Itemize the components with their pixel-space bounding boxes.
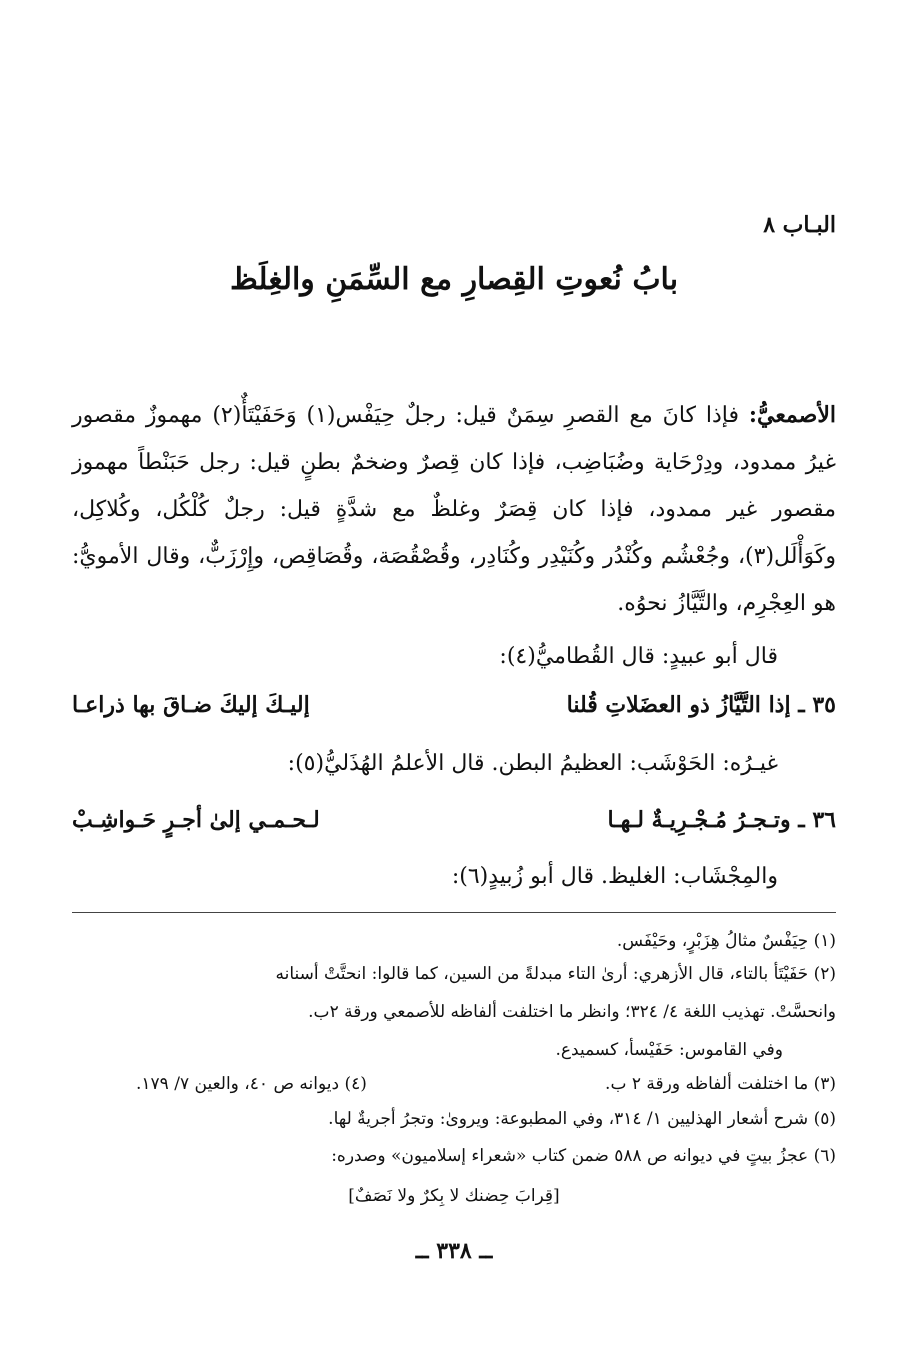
page-number: ــ ٣٣٨ ــ	[415, 1238, 493, 1264]
quote-intro-zubaid: والمِجْشَاب: الغليظ. قال أبو زُبيدٍ(٦):	[451, 864, 778, 889]
section-title: بابُ نُعوتِ القِصارِ مع السِّمَنِ والغِلَظ	[229, 262, 679, 297]
speaker-name: الأصمعيُّ:	[748, 402, 836, 428]
footnote-2-line-1: (٢) حَفَيْتَأ بالتاء، قال الأزهري: أرىٰ التاء مبدلةً من السين، كما قالوا: انحتَّتْ أسنانه	[275, 964, 836, 984]
verse-35-first-hemistich: ٣٥ ـ إذا التَّيَّازُ ذو العضَلاتِ قُلنا	[566, 692, 836, 718]
verse-36-first-hemistich: ٣٦ ـ وتـجـرُ مُـجْـرِيـةٌ لـهـا	[607, 807, 836, 833]
quote-intro-hudhali: غيـرُه: الحَوْشَب: العظيمُ البطن. قال الأعلمُ الهُذَليُّ(٥):	[287, 751, 778, 776]
verse-36-second-hemistich: لـحـمـي إلىٰ أجـرٍ حَـواشِـبْ	[72, 807, 320, 833]
footnote-divider	[72, 912, 836, 913]
footnote-2-line-2: وانحسَّتْ. تهذيب اللغة ٤/ ٣٢٤؛ وانظر ما اختلفت ألفاظه للأصمعي ورقة ٢ب.	[308, 1002, 836, 1022]
verse-36	[72, 797, 836, 844]
footnote-2-line-3: وفي القاموس: حَفَيْسأ، كسميدع.	[555, 1040, 783, 1060]
quote-intro-qutami: قال أبو عبيدٍ: قال القُطاميُّ(٤):	[499, 644, 778, 669]
footnote-6-line-2: [قِرابَ حِضنك لا بِكرٌ ولا نَصَفٌ]	[348, 1186, 560, 1206]
footnote-4: (٤) ديوانه ص ٤٠، والعين ٧/ ١٧٩.	[136, 1074, 367, 1094]
chapter-heading: البـاب ٨	[763, 212, 836, 238]
footnote-3: (٣) ما اختلفت ألفاظه ورقة ٢ ب.	[605, 1074, 836, 1094]
footnote-6-line-1: (٦) عجزُ بيتٍ في ديوانه ص ٥٨٨ ضمن كتاب «شعراء إسلاميون» وصدره:	[331, 1146, 836, 1166]
footnote-row-3-4	[136, 1068, 836, 1100]
verse-35-second-hemistich: إليـكَ إليكَ ضـاقَ بها ذراعـا	[72, 692, 310, 718]
footnote-1: (١) حِيَفْسٌ مثالُ هِزَبْرٍ، وحَيْفَس.	[616, 931, 836, 951]
main-paragraph	[72, 392, 836, 627]
footnote-5: (٥) شرح أشعار الهذليين ١/ ٣١٤، وفي المطبوعة: ويروىٰ: وتجرُ أجريةٌ لها.	[328, 1109, 836, 1129]
paragraph-text: فإذا كانَ مع القصرِ سِمَنٌ قيل: رجلٌ حِيَفْس(١) وَحَفَيْتَأٌ(٢) مهموزٌ مقصور غيرُ ممدود، ودِرْحَاية وضُبَاضِب، فإذا كان قِصرٌ وضخمٌ بطنٍ قيل: رجل حَبَنْطاً مهموز مقصور غير ممدود، فإذا كان قِصَرٌ وغلظٌ مع شدَّةٍ قيل: رجلٌ كُلْكُل، وكُلاكِل، وكَوَأْلَل(٣)، وجُعْشُم وكُنْدُر وكُنَيْدِر وكُنَادِر، وقُصْقُصَة، وقُصَاقِص، وإِرْزَبٌّ، وقال الأمويُّ: هو العِجْرِم، والتَّيَّازُ نحوُه.	[72, 403, 836, 616]
verse-35	[72, 682, 836, 729]
